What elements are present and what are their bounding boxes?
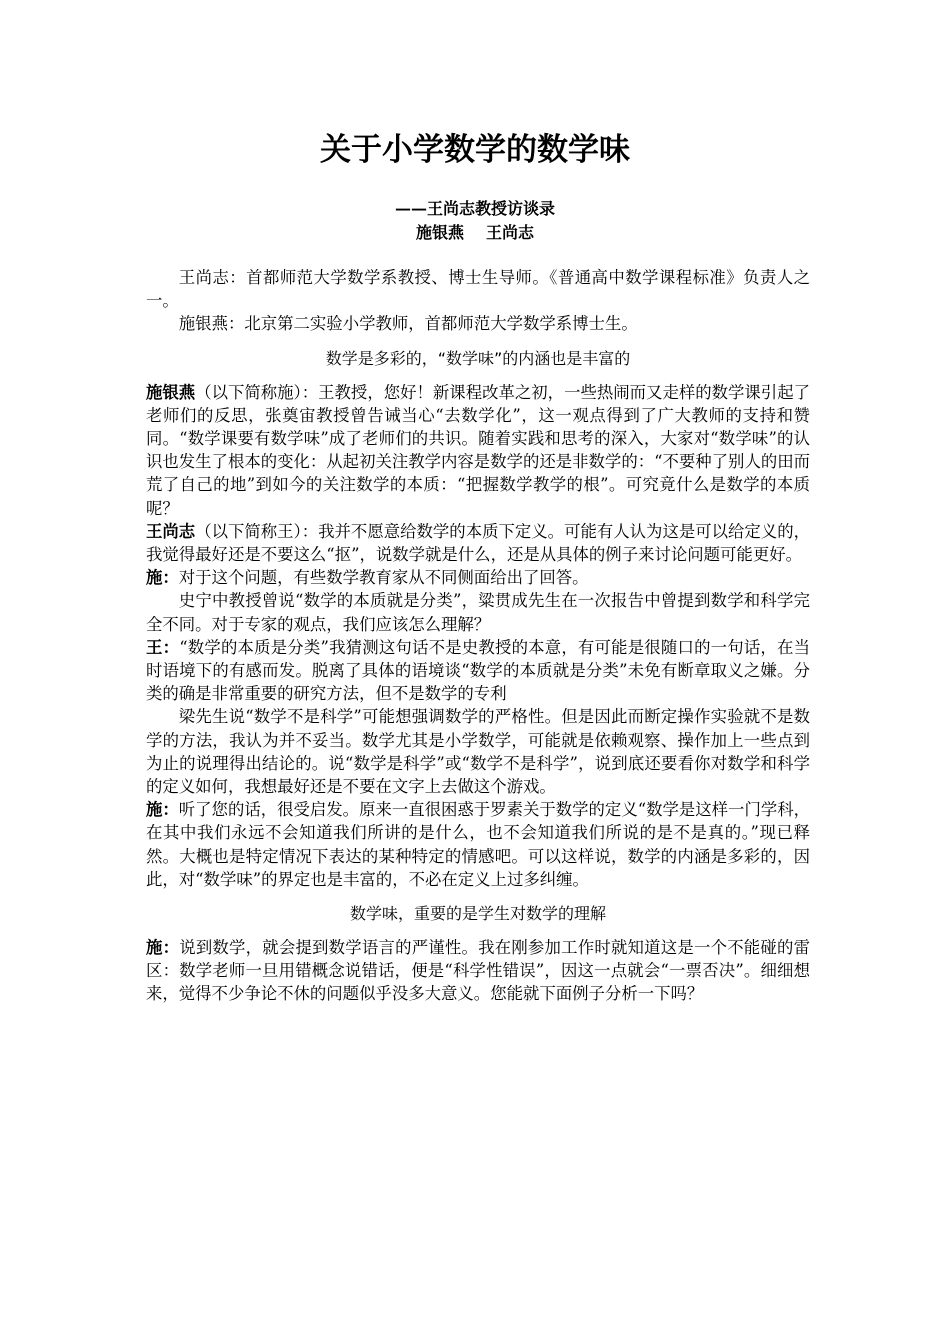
dialogue-paragraph <box>146 636 810 706</box>
paragraph-text: 听了您的话，很受启发。原来一直很困惑于罗素关于数学的定义“数学是这样一门学科，在其中我们永远不会知道我们所讲的是什么，也不会知道我们所说的是不是真的。”现已释然。大概也是特定情况下表达的某种特定的情感吧。可以这样说，数学的内涵是多彩的，因此，对“数学味”的界定也是丰富的，不必在定义上过多纠缠。 <box>146 800 811 889</box>
paragraph-text: “数学的本质是分类”我猜测这句话不是史教授的本意，有可能是很随口的一句话，在当时语境下的有感而发。脱离了具体的语境谈“数学的本质就是分类”未免有断章取义之嫌。分类的确是非常重要的研究方法，但不是数学的专利 <box>146 637 810 704</box>
article-body <box>146 266 810 1006</box>
author-name: 王尚志 <box>486 223 535 242</box>
dialogue-paragraph <box>146 381 810 520</box>
intro-paragraph: 施银燕：北京第二实验小学教师，首都师范大学数学系博士生。 <box>178 314 638 334</box>
paragraph-text: （以下简称王）：我并不愿意给数学的本质下定义。可能有人认为这是可以给定义的，我觉得最好还是不要这么“抠”，说数学就是什么，还是从具体的例子来讨论问题可能更好。 <box>146 521 810 565</box>
dialogue-paragraph <box>146 798 810 891</box>
author-name: 施银燕 <box>415 223 464 242</box>
speaker-label: 施： <box>146 938 180 958</box>
paragraph-text: 说到数学，就会提到数学语言的严谨性。我在刚参加工作时就知道这是一个不能碰的雷区：数学老师一旦用错概念说错话，便是“科学性错误”，因这一点就会“一票否决”。细细想来，觉得不少争论不休的问题似乎没多大意义。您能就下面例子分析一下吗？ <box>146 938 811 1004</box>
authors <box>0 222 950 244</box>
document-subtitle: ——王尚志教授访谈录 <box>394 199 555 218</box>
speaker-label: 王： <box>146 637 180 657</box>
paragraph-text: （以下简称施）：王教授，您好！新课程改革之初，一些热闹而又走样的数学课引起了老师们的反思，张奠宙教授曾告诫当心“去数学化”，这一观点得到了广大教师的支持和赞同。“数学课要有数学味”成了老师们的共识。随着实践和思考的深入，大家对“数学味”的认识也发生了根本的变化：从起初关注教学内容是数学的还是非数学的：“不要种了别人的田而荒了自己的地”到如今的关注数学的本质：“把握数学教学的根”。可究竟什么是数学的本质呢？ <box>146 382 811 518</box>
section-heading: 数学是多彩的，“数学味”的内涵也是丰富的 <box>325 348 631 368</box>
dialogue-paragraph: 史宁中教授曾说“数学的本质就是分类”，粱贯成先生在一次报告中曾提到数学和科学完全不同。对于专家的观点，我们应该怎么理解？ <box>146 591 810 634</box>
dialogue-paragraph: 梁先生说“数学不是科学”可能想强调数学的严格性。但是因此而断定操作实验就不是数学的方法，我认为并不妥当。数学尤其是小学数学，可能就是依赖观察、操作加上一些点到为止的说理得出结论的。说“数学是科学”或“数学不是科学”，说到底还要看你对数学和科学的定义如何，我想最好还是不要在文字上去做这个游戏。 <box>146 707 810 797</box>
dialogue-paragraph <box>146 520 810 566</box>
dialogue-paragraph <box>146 936 810 1006</box>
section-heading: 数学味，重要的是学生对数学的理解 <box>349 904 606 924</box>
speaker-label: 王尚志 <box>146 521 196 541</box>
speaker-label: 施： <box>146 800 179 820</box>
intro-paragraph: 王尚志：首都师范大学数学系教授、博士生导师。《普通高中数学课程标准》负责人之一。 <box>146 268 810 311</box>
document-title: 关于小学数学的数学味 <box>320 132 630 168</box>
speaker-label: 施银燕 <box>146 382 196 402</box>
dialogue-paragraph <box>146 566 810 589</box>
paragraph-text: 对于这个问题，有些数学教育家从不同侧面给出了回答。 <box>178 568 589 588</box>
speaker-label: 施： <box>146 568 179 588</box>
